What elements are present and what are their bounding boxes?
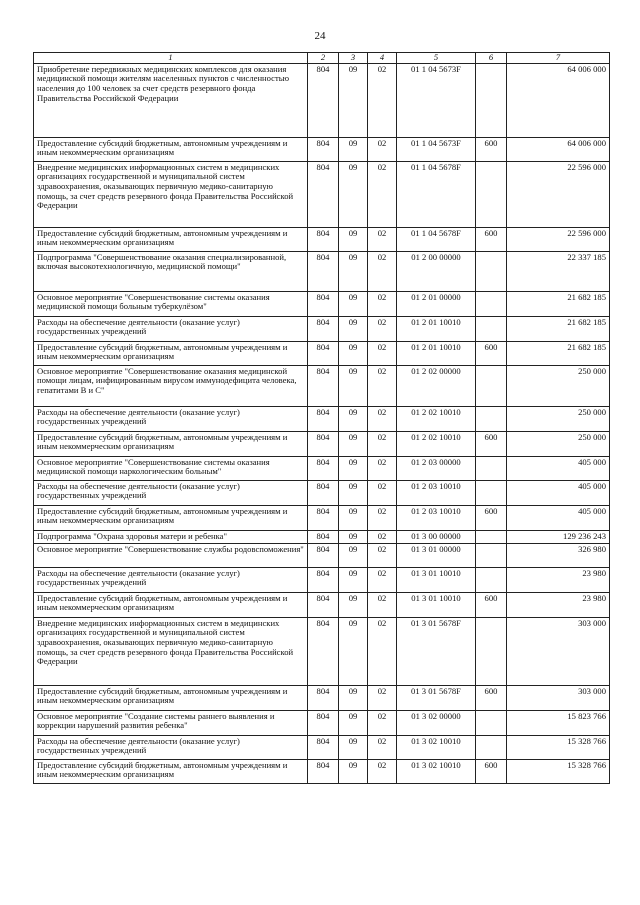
row-target-article: 01 1 04 5673F xyxy=(397,137,476,161)
row-grbs: 804 xyxy=(308,530,339,543)
row-amount: 21 682 185 xyxy=(507,291,610,316)
row-name: Расходы на обеспечение деятельности (оказание услуг) государственных учреждений xyxy=(34,480,308,505)
row-expense-type: 600 xyxy=(476,759,507,783)
row-grbs: 804 xyxy=(308,341,339,365)
row-section: 09 xyxy=(339,406,368,431)
row-name: Предоставление субсидий бюджетным, автономным учреждениям и иным некоммерческим организациям xyxy=(34,759,308,783)
row-name: Предоставление субсидий бюджетным, автономным учреждениям и иным некоммерческим организациям xyxy=(34,341,308,365)
row-expense-type xyxy=(476,406,507,431)
row-grbs: 804 xyxy=(308,567,339,592)
row-target-article: 01 3 01 10010 xyxy=(397,592,476,617)
row-expense-type: 600 xyxy=(476,685,507,710)
row-subsection: 02 xyxy=(368,543,397,567)
row-amount: 250 000 xyxy=(507,431,610,456)
row-amount: 15 328 766 xyxy=(507,735,610,759)
table-row xyxy=(34,365,610,406)
row-section: 09 xyxy=(339,505,368,530)
column-header: 3 xyxy=(339,53,368,64)
row-amount: 15 823 766 xyxy=(507,710,610,735)
row-target-article: 01 1 04 5678F xyxy=(397,161,476,227)
row-grbs: 804 xyxy=(308,480,339,505)
row-subsection: 02 xyxy=(368,341,397,365)
row-subsection: 02 xyxy=(368,456,397,480)
row-target-article: 01 2 01 00000 xyxy=(397,291,476,316)
row-section: 09 xyxy=(339,592,368,617)
row-name: Расходы на обеспечение деятельности (оказание услуг) государственных учреждений xyxy=(34,735,308,759)
row-expense-type xyxy=(476,617,507,685)
row-target-article: 01 2 03 10010 xyxy=(397,505,476,530)
row-subsection: 02 xyxy=(368,710,397,735)
row-grbs: 804 xyxy=(308,365,339,406)
table-row xyxy=(34,735,610,759)
table-row xyxy=(34,63,610,137)
row-grbs: 804 xyxy=(308,431,339,456)
row-section: 09 xyxy=(339,543,368,567)
row-subsection: 02 xyxy=(368,63,397,137)
row-subsection: 02 xyxy=(368,316,397,341)
row-amount: 405 000 xyxy=(507,480,610,505)
row-grbs: 804 xyxy=(308,617,339,685)
row-subsection: 02 xyxy=(368,505,397,530)
row-grbs: 804 xyxy=(308,316,339,341)
row-section: 09 xyxy=(339,480,368,505)
row-name: Основное мероприятие "Совершенствование системы оказания медицинской помощи наркологическим больным" xyxy=(34,456,308,480)
row-grbs: 804 xyxy=(308,291,339,316)
row-subsection: 02 xyxy=(368,161,397,227)
row-grbs: 804 xyxy=(308,759,339,783)
row-amount: 405 000 xyxy=(507,505,610,530)
column-header: 4 xyxy=(368,53,397,64)
row-amount: 23 980 xyxy=(507,592,610,617)
table-row xyxy=(34,685,610,710)
row-name: Расходы на обеспечение деятельности (оказание услуг) государственных учреждений xyxy=(34,567,308,592)
row-amount: 303 000 xyxy=(507,685,610,710)
row-name: Основное мероприятие "Совершенствование системы оказания медицинской помощи больным туберкулёзом" xyxy=(34,291,308,316)
row-target-article: 01 3 01 10010 xyxy=(397,567,476,592)
row-section: 09 xyxy=(339,341,368,365)
table-row xyxy=(34,505,610,530)
row-amount: 22 596 000 xyxy=(507,227,610,251)
row-grbs: 804 xyxy=(308,685,339,710)
row-expense-type xyxy=(476,567,507,592)
column-header: 6 xyxy=(476,53,507,64)
row-amount: 405 000 xyxy=(507,456,610,480)
table-row xyxy=(34,592,610,617)
row-name: Подпрограмма "Охрана здоровья матери и ребенка" xyxy=(34,530,308,543)
table-row xyxy=(34,431,610,456)
row-section: 09 xyxy=(339,567,368,592)
table-row xyxy=(34,710,610,735)
budget-table xyxy=(33,52,610,784)
row-name: Основное мероприятие "Совершенствование оказания медицинской помощи лицам, инфицированным вирусом иммунодефицита человека, гепатитами В и С" xyxy=(34,365,308,406)
row-name: Основное мероприятие "Создание системы раннего выявления и коррекции нарушений развития ребенка" xyxy=(34,710,308,735)
table-row xyxy=(34,543,610,567)
row-grbs: 804 xyxy=(308,735,339,759)
row-section: 09 xyxy=(339,365,368,406)
row-subsection: 02 xyxy=(368,617,397,685)
row-section: 09 xyxy=(339,63,368,137)
row-section: 09 xyxy=(339,759,368,783)
row-section: 09 xyxy=(339,251,368,291)
row-expense-type: 600 xyxy=(476,505,507,530)
row-subsection: 02 xyxy=(368,592,397,617)
row-section: 09 xyxy=(339,316,368,341)
row-target-article: 01 1 04 5678F xyxy=(397,227,476,251)
row-subsection: 02 xyxy=(368,530,397,543)
row-section: 09 xyxy=(339,227,368,251)
row-amount: 250 000 xyxy=(507,365,610,406)
row-target-article: 01 3 00 00000 xyxy=(397,530,476,543)
row-target-article: 01 1 04 5673F xyxy=(397,63,476,137)
row-subsection: 02 xyxy=(368,137,397,161)
column-header: 5 xyxy=(397,53,476,64)
table-row xyxy=(34,316,610,341)
row-expense-type xyxy=(476,316,507,341)
row-target-article: 01 3 01 5678F xyxy=(397,617,476,685)
row-subsection: 02 xyxy=(368,291,397,316)
row-name: Предоставление субсидий бюджетным, автономным учреждениям и иным некоммерческим организациям xyxy=(34,505,308,530)
row-section: 09 xyxy=(339,456,368,480)
row-section: 09 xyxy=(339,431,368,456)
row-grbs: 804 xyxy=(308,505,339,530)
row-expense-type: 600 xyxy=(476,592,507,617)
row-name: Основное мероприятие "Совершенствование службы родовспоможения" xyxy=(34,543,308,567)
row-subsection: 02 xyxy=(368,685,397,710)
row-name: Предоставление субсидий бюджетным, автономным учреждениям и иным некоммерческим организациям xyxy=(34,137,308,161)
table-row xyxy=(34,161,610,227)
row-subsection: 02 xyxy=(368,480,397,505)
row-section: 09 xyxy=(339,161,368,227)
page-number: 24 xyxy=(314,30,326,42)
row-expense-type xyxy=(476,480,507,505)
table-row xyxy=(34,406,610,431)
row-grbs: 804 xyxy=(308,251,339,291)
row-name: Предоставление субсидий бюджетным, автономным учреждениям и иным некоммерческим организациям xyxy=(34,227,308,251)
row-subsection: 02 xyxy=(368,365,397,406)
row-target-article: 01 3 02 00000 xyxy=(397,710,476,735)
row-target-article: 01 2 02 10010 xyxy=(397,406,476,431)
row-grbs: 804 xyxy=(308,710,339,735)
row-subsection: 02 xyxy=(368,406,397,431)
row-expense-type: 600 xyxy=(476,431,507,456)
table-header-row xyxy=(34,53,610,64)
row-name: Расходы на обеспечение деятельности (оказание услуг) государственных учреждений xyxy=(34,406,308,431)
row-amount: 15 328 766 xyxy=(507,759,610,783)
table-row xyxy=(34,567,610,592)
row-target-article: 01 2 03 00000 xyxy=(397,456,476,480)
row-expense-type xyxy=(476,543,507,567)
row-name: Расходы на обеспечение деятельности (оказание услуг) государственных учреждений xyxy=(34,316,308,341)
row-name: Приобретение передвижных медицинских комплексов для оказания медицинской помощи жителям населенных пунктов с численностью населения до 100 человек за счет средств резервного фонда Правительства Российской Федерации xyxy=(34,63,308,137)
row-grbs: 804 xyxy=(308,161,339,227)
row-grbs: 804 xyxy=(308,63,339,137)
row-section: 09 xyxy=(339,137,368,161)
row-name: Предоставление субсидий бюджетным, автономным учреждениям и иным некоммерческим организациям xyxy=(34,431,308,456)
row-target-article: 01 2 00 00000 xyxy=(397,251,476,291)
row-expense-type: 600 xyxy=(476,137,507,161)
row-expense-type: 600 xyxy=(476,341,507,365)
row-section: 09 xyxy=(339,617,368,685)
row-expense-type xyxy=(476,251,507,291)
row-name: Подпрограмма "Совершенствование оказания специализированной, включая высокотехнологичную, медицинской помощи" xyxy=(34,251,308,291)
table-row xyxy=(34,759,610,783)
row-expense-type xyxy=(476,456,507,480)
row-amount: 250 000 xyxy=(507,406,610,431)
row-target-article: 01 3 01 5678F xyxy=(397,685,476,710)
table-row xyxy=(34,341,610,365)
row-subsection: 02 xyxy=(368,227,397,251)
row-expense-type xyxy=(476,710,507,735)
row-amount: 64 006 000 xyxy=(507,137,610,161)
row-expense-type xyxy=(476,735,507,759)
table-row xyxy=(34,251,610,291)
column-header: 7 xyxy=(507,53,610,64)
column-header: 2 xyxy=(308,53,339,64)
row-amount: 129 236 243 xyxy=(507,530,610,543)
row-section: 09 xyxy=(339,710,368,735)
row-amount: 303 000 xyxy=(507,617,610,685)
row-target-article: 01 2 02 00000 xyxy=(397,365,476,406)
row-grbs: 804 xyxy=(308,406,339,431)
row-subsection: 02 xyxy=(368,759,397,783)
row-grbs: 804 xyxy=(308,543,339,567)
row-target-article: 01 3 02 10010 xyxy=(397,759,476,783)
row-amount: 326 980 xyxy=(507,543,610,567)
table-row xyxy=(34,480,610,505)
row-grbs: 804 xyxy=(308,137,339,161)
row-section: 09 xyxy=(339,530,368,543)
row-target-article: 01 3 01 00000 xyxy=(397,543,476,567)
table-row xyxy=(34,617,610,685)
table-body xyxy=(34,63,610,783)
table-row xyxy=(34,227,610,251)
table-row xyxy=(34,456,610,480)
row-section: 09 xyxy=(339,291,368,316)
row-grbs: 804 xyxy=(308,456,339,480)
row-expense-type xyxy=(476,161,507,227)
row-expense-type xyxy=(476,365,507,406)
row-name: Внедрение медицинских информационных систем в медицинских организациях государственной и муниципальной систем здравоохранения, оказывающих первичную медико-санитарную помощь, за счет средств резервного фонда Правительства Российской Федерации xyxy=(34,617,308,685)
row-section: 09 xyxy=(339,685,368,710)
row-target-article: 01 3 02 10010 xyxy=(397,735,476,759)
row-amount: 23 980 xyxy=(507,567,610,592)
table-row xyxy=(34,530,610,543)
row-name: Внедрение медицинских информационных систем в медицинских организациях государственной и муниципальной систем здравоохранения, оказывающих первичную медико-санитарную помощь, за счет средств резервного фонда Правительства Российской Федерации xyxy=(34,161,308,227)
row-amount: 64 006 000 xyxy=(507,63,610,137)
row-expense-type: 600 xyxy=(476,227,507,251)
row-subsection: 02 xyxy=(368,735,397,759)
row-amount: 22 596 000 xyxy=(507,161,610,227)
row-name: Предоставление субсидий бюджетным, автономным учреждениям и иным некоммерческим организациям xyxy=(34,685,308,710)
row-expense-type xyxy=(476,530,507,543)
table-row xyxy=(34,137,610,161)
row-grbs: 804 xyxy=(308,227,339,251)
row-subsection: 02 xyxy=(368,431,397,456)
row-amount: 21 682 185 xyxy=(507,316,610,341)
row-expense-type xyxy=(476,291,507,316)
row-amount: 22 337 185 xyxy=(507,251,610,291)
row-subsection: 02 xyxy=(368,567,397,592)
row-grbs: 804 xyxy=(308,592,339,617)
row-expense-type xyxy=(476,63,507,137)
row-target-article: 01 2 01 10010 xyxy=(397,341,476,365)
row-amount: 21 682 185 xyxy=(507,341,610,365)
row-target-article: 01 2 02 10010 xyxy=(397,431,476,456)
row-subsection: 02 xyxy=(368,251,397,291)
row-section: 09 xyxy=(339,735,368,759)
column-header: 1 xyxy=(34,53,308,64)
row-target-article: 01 2 01 10010 xyxy=(397,316,476,341)
row-name: Предоставление субсидий бюджетным, автономным учреждениям и иным некоммерческим организациям xyxy=(34,592,308,617)
table-row xyxy=(34,291,610,316)
row-target-article: 01 2 03 10010 xyxy=(397,480,476,505)
